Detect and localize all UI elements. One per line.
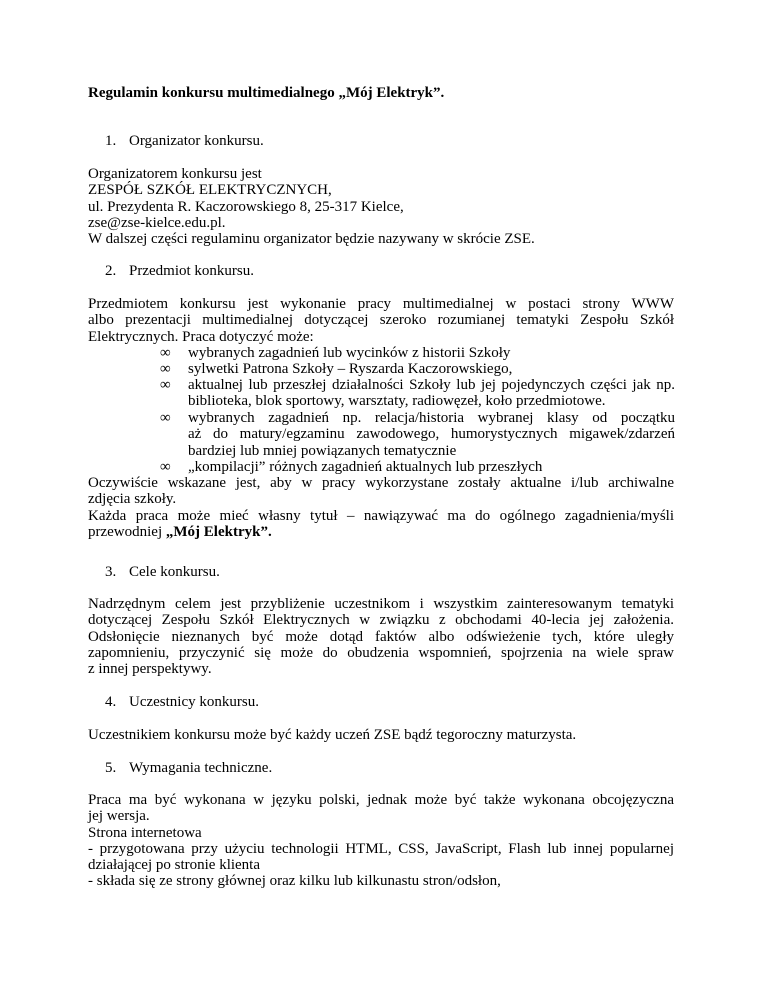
email-text: zse@zse-kielce.edu.pl. (88, 214, 226, 231)
text-line: Każda praca może mieć własny tytuł – nawiązywać ma do ogólnego zagadnienia/myśli (88, 507, 674, 524)
infinity-bullet-icon: ∞ (160, 410, 171, 426)
text-line: jej wersja. (88, 808, 150, 825)
text-line: Przedmiotem konkursu jest wykonanie pracy multimedialnej w postaci strony WWW (88, 296, 674, 312)
text-line: ZESPÓŁ SZKÓŁ ELEKTRYCZNYCH, (88, 182, 332, 199)
participants-paragraph (88, 727, 674, 743)
text-line: Odsłonięcie nieznanych być może dotąd faktów albo odświeżenie tych, które uległy (88, 628, 674, 645)
text-line: przewodniej „Mój Elektryk”. (88, 523, 272, 540)
text-line: zapomnieniu, przyczynić się może do obudzenia wspomnień, spojrzenia na wiele spraw (88, 644, 674, 661)
text-line: Organizatorem konkursu jest (88, 166, 262, 182)
text-line: dotyczącej Zespołu Szkół Elektrycznych w związku z obchodami 40-lecia jej założenia. (88, 612, 674, 629)
section-heading-organizer: 1. Organizator konkursu. (105, 133, 264, 149)
bullet-item: ∞ sylwetki Patrona Szkoły – Ryszarda Kaczorowskiego, (160, 361, 513, 377)
text-line: Elektrycznych. Praca dotyczyć może: (88, 328, 314, 345)
text-line: działającej po stronie klienta (88, 857, 261, 874)
contest-name: „Mój Elektryk”. (165, 523, 272, 540)
technical-paragraph (88, 792, 674, 890)
text-line: Uczestnikiem konkursu może być każdy uczeń ZSE bądź tegoroczny maturzysta. (88, 727, 577, 743)
section-heading-goals: 3. Cele konkursu. (105, 564, 220, 580)
bullet-item: ∞ wybranych zagadnień np. relacja/historia wybranej klasy od początku aż do matury/egzaminu zawodowego, humorystycznych migawek/zdarzeń bardziej lub mniej powiązanych tematycznie (160, 410, 675, 459)
text-line: zdjęcia szkoły. (88, 491, 177, 508)
infinity-bullet-icon: ∞ (160, 377, 171, 393)
bullet-item: ∞ aktualnej lub przeszłej działalności Szkoły lub jej pojedynczych części jak np. biblioteka, blok sportowy, warsztaty, radiowęzeł, koło przedmiotowe. (160, 377, 675, 410)
text-line: Nadrzędnym celem jest przybliżenie uczestnikom i wszystkim zainteresowanym tematyki (88, 596, 674, 612)
text-line: Praca ma być wykonana w języku polski, jednak może być także wykonana obcojęzyczna (88, 792, 674, 808)
subject-after (88, 475, 674, 540)
text-line: Strona internetowa (88, 824, 202, 841)
bullet-item: ∞ wybranych zagadnień lub wycinków z historii Szkoły (160, 345, 511, 361)
infinity-bullet-icon: ∞ (160, 345, 171, 361)
organizer-paragraph (88, 166, 674, 247)
goals-paragraph (88, 596, 674, 677)
text-line: ul. Prezydenta R. Kaczorowskiego 8, 25-317 Kielce, (88, 198, 404, 215)
infinity-bullet-icon: ∞ (160, 361, 171, 377)
text-line: Oczywiście wskazane jest, aby w pracy wykorzystane zostały aktualne i/lub archiwalne (88, 475, 674, 491)
bullet-item: ∞ „kompilacji” różnych zagadnień aktualnych lub przeszłych (160, 459, 543, 475)
text-line: albo prezentacji multimedialnej dotyczącej szeroko rozumianej tematyki Zespołu Szkół (88, 312, 674, 329)
document-title: Regulamin konkursu multimedialnego „Mój Elektryk”. (88, 85, 445, 101)
section-heading-participants: 4. Uczestnicy konkursu. (105, 694, 259, 710)
infinity-bullet-icon: ∞ (160, 459, 171, 475)
section-heading-technical: 5. Wymagania techniczne. (105, 760, 273, 776)
text-line: - przygotowana przy użyciu technologii HTML, CSS, JavaScript, Flash lub innej popularnej (88, 840, 674, 857)
text-line: - składa się ze strony głównej oraz kilku lub kilkunastu stron/odsłon, (88, 873, 501, 890)
text-line: z innej perspektywy. (88, 661, 212, 678)
subject-intro (88, 296, 674, 345)
section-heading-subject: 2. Przedmiot konkursu. (105, 263, 254, 279)
text-line: W dalszej części regulaminu organizator będzie nazywany w skrócie ZSE. (88, 231, 535, 248)
